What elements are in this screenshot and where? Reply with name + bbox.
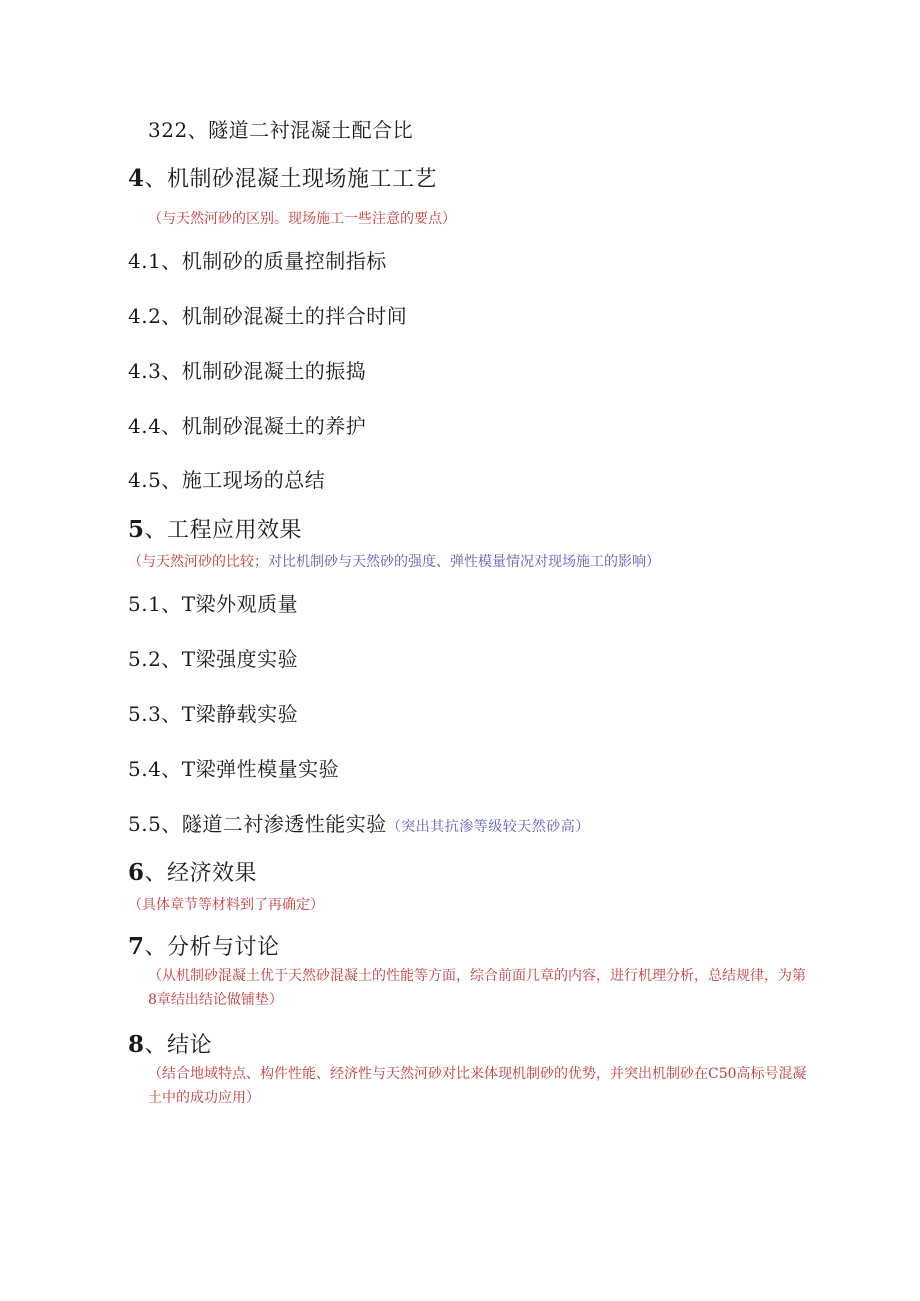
section-3-2-2: 322、隧道二衬混凝土配合比 [148, 118, 414, 142]
heading-6-number: 6 [128, 859, 145, 886]
heading-7 [128, 930, 280, 961]
heading-5-number: 5 [128, 516, 145, 543]
heading-8 [128, 1028, 212, 1059]
note-7-tail: 总结规律，为第8章结出结论做铺垫） [148, 968, 806, 1008]
section-4-3: 4.3、机制砂混凝土的振捣 [128, 359, 367, 383]
note-8: （结合地域特点、构件性能、经济性与天然河砂对比来体现机制砂的优势，并突出机制砂在C50高标号混凝土中的成功应用） [148, 1066, 807, 1106]
section-4-2: 4.2、机制砂混凝土的拌合时间 [128, 304, 408, 328]
section-5-5 [128, 808, 590, 837]
note-5 [128, 551, 660, 571]
section-5-2: 5.2、T梁强度实验 [128, 647, 299, 671]
section-4-1: 4.1、机制砂的质量控制指标 [128, 249, 387, 273]
note-7-red: （从机制砂混凝土优于天然砂混凝土的性能等方面，综合前面几章的内容，进行机理分析， [148, 968, 708, 984]
note-7 [148, 964, 808, 1012]
note-6: （具体章节等材料到了再确定） [128, 897, 324, 913]
heading-4 [128, 162, 437, 193]
heading-7-number: 7 [128, 933, 145, 960]
heading-5-text: 、工程应用效果 [144, 518, 303, 543]
heading-6-text: 、经济效果 [144, 861, 258, 886]
heading-7-text: 、分析与讨论 [144, 935, 280, 960]
note-5-5: （突出其抗渗等级较天然砂高） [386, 819, 590, 835]
heading-5 [128, 513, 302, 544]
heading-8-text: 、结论 [144, 1033, 213, 1058]
heading-8-number: 8 [128, 1031, 145, 1058]
section-4-5: 4.5、施工现场的总结 [128, 468, 326, 492]
section-5-1: 5.1、T梁外观质量 [128, 592, 299, 616]
heading-6 [128, 856, 257, 887]
section-4-4: 4.4、机制砂混凝土的养护 [128, 414, 367, 438]
heading-4-text: 、机制砂混凝土现场施工工艺 [144, 167, 438, 192]
heading-4-number: 4 [128, 165, 145, 192]
section-5-4: 5.4、T梁弹性模量实验 [128, 757, 340, 781]
note-4: （与天然河砂的区别。现场施工一些注意的要点） [148, 211, 456, 227]
note-5-purple: 对比机制砂与天然砂的强度、弹性模量情况对现场施工的影响） [268, 554, 660, 570]
note-5-red: （与天然河砂的比较； [128, 554, 268, 570]
section-5-5-text: 5.5、隧道二衬渗透性能实验 [128, 812, 387, 836]
section-5-3: 5.3、T梁静载实验 [128, 702, 299, 726]
